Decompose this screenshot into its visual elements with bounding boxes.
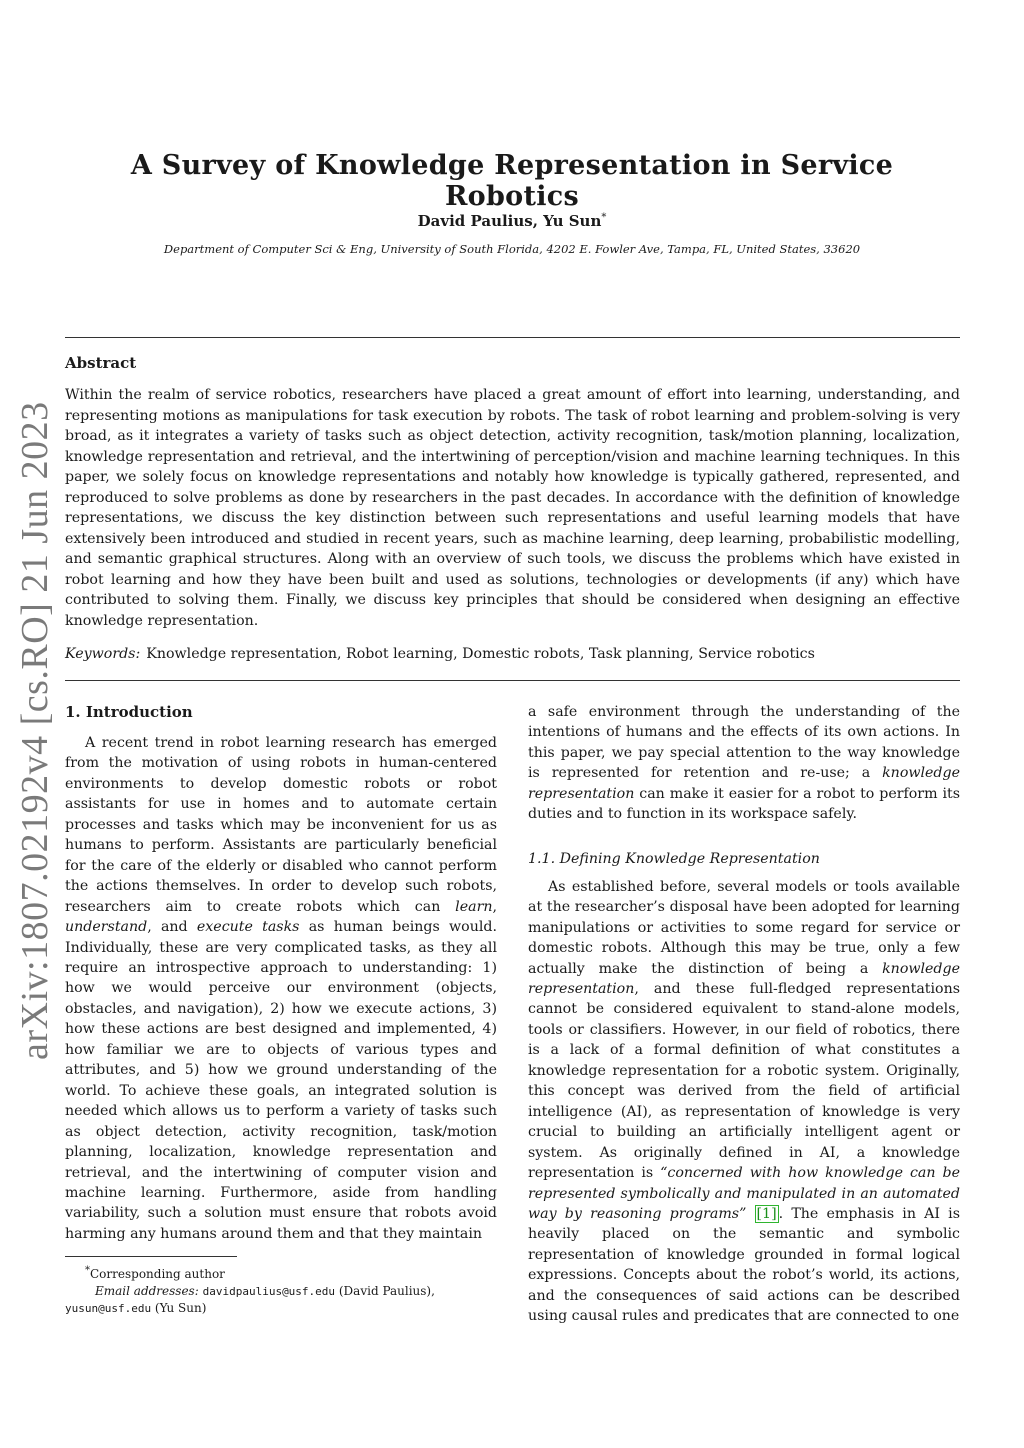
intro-text-4: as human beings would. Individually, these are very complicated tasks, as they all require an introspective approach to understanding: 1) how we would perceive our environment (objects, obstacles, and navigation), 2) how we execute actions, 3) how these actions are best designed and implemented, 4) how familiar we are to objects of various types and attributes, and 5) how we ground understanding of the world. To achieve these goals, an integrated solution is needed which allows us to perform a variety of tasks such as object detection, activity recognition, task/motion planning, localization, knowledge representation and retrieval, and the intertwining of computer vision and machine learning. Furthermore, aside from handling variability, such a solution must ensure that robots avoid harming any humans around them and that they maintain xyxy=(65,919,497,1242)
email-name-sun: (Yu Sun) xyxy=(154,1301,207,1315)
subsection-heading-defining-kr: 1.1. Defining Knowledge Representation xyxy=(528,850,820,867)
email-label: Email addresses: xyxy=(95,1284,199,1298)
intro-emphasis-knowledge-representation: knowledge representation xyxy=(528,765,960,802)
email-link-paulius[interactable]: davidpaulius@usf.edu xyxy=(202,1285,336,1298)
citation-link-1[interactable]: [1] xyxy=(756,1205,777,1222)
corresponding-author-mark: * xyxy=(601,212,607,223)
footnote-corresponding-text: Corresponding author xyxy=(90,1267,225,1281)
subsection-paragraph xyxy=(528,877,960,1327)
intro-cont-text-1: a safe environment through the understanding of the intentions of humans and the effects of its own actions. In this paper, we pay special attention to the way knowledge is represented for retention and re-use; a xyxy=(528,704,960,782)
abstract-bottom-divider xyxy=(65,680,960,681)
left-column xyxy=(65,702,497,1244)
arxiv-identifier-stamp: arXiv:1807.02192v4 [cs.RO] 21 Jun 2023 xyxy=(14,401,56,1060)
keywords-label: Keywords: xyxy=(65,646,141,662)
email-link-sun[interactable]: yusun@usf.edu xyxy=(65,1302,152,1315)
intro-cont-text-2: can make it easier for a robot to perform its duties and to function in its workspace safely. xyxy=(528,785,960,823)
author-affiliation: Department of Computer Sci & Eng, University of South Florida, 4202 E. Fowler Ave, Tampa, FL, United States, 33620 xyxy=(163,242,861,256)
right-column xyxy=(528,702,960,1327)
intro-text-2: , xyxy=(492,898,497,915)
footnote-mark: * xyxy=(85,1265,90,1276)
sub-text-3: . The emphasis in AI is heavily placed on the semantic and symbolic representation of knowledge grounded in formal logical expressions. Concepts about the robot’s world, its actions, and the consequences of said actions can be described using causal rules and predicates that are connected to one xyxy=(528,1205,961,1325)
intro-emphasis-learn: learn xyxy=(455,898,493,915)
paper-title: A Survey of Knowledge Representation in Service Robotics xyxy=(130,150,894,212)
sub-text-2: , and these full-fledged representations cannot be considered equivalent to stand-alone models, tools or classifiers. However, in our field of robotics, there is a lack of a formal definition of what constitutes a knowledge representation for a robotic system. Originally, this concept was derived from the field of artificial intelligence (AI), as representation of knowledge is very crucial to building an artificially intelligent agent or system. As originally defined in AI, a knowledge representation is xyxy=(528,980,960,1182)
author-names: David Paulius, Yu Sun xyxy=(417,212,602,230)
keywords xyxy=(65,644,960,664)
intro-emphasis-execute-tasks: execute tasks xyxy=(196,919,300,936)
email-name-paulius: (David Paulius), xyxy=(338,1284,435,1298)
sub-quote: “concerned with how knowledge can be represented symbolically and manipulated in an automated way by reasoning programs” xyxy=(528,1165,960,1222)
footnote-emails-cont xyxy=(65,1300,497,1317)
section-heading-introduction: 1. Introduction xyxy=(65,703,193,721)
footnote-divider xyxy=(65,1256,237,1257)
abstract-text: Within the realm of service robotics, researchers have placed a great amount of effort into learning, understanding, and representing motions as manipulations for task execution by robots. The task of robot learning and problem-solving is very broad, as it integrates a variety of tasks such as object detection, activity recognition, task/motion planning, localization, knowledge representation and retrieval, and the intertwining of perception/vision and machine learning techniques. In this paper, we solely focus on knowledge representations and notably how knowledge is typically gathered, represented, and reproduced to solve problems as done by researchers in the past decades. In accordance with the definition of knowledge representations, we discuss the key distinction between such representations and useful learning models that have extensively been introduced and studied in recent years, such as machine learning, deep learning, probabilistic modelling, and semantic graphical structures. Along with an overview of such tools, we discuss the problems which have existed in robot learning and how they have been built and used as solutions, technologies or developments (if any) which have contributed to solving them. Finally, we discuss key principles that should be considered when designing an effective knowledge representation. xyxy=(65,387,960,629)
sub-text-1: As established before, several models or tools available at the researcher’s disposal have been adopted for learning manipulations or activities to some regard for service or domestic robots. Although this may be true, only a few actually make the distinction of being a xyxy=(528,878,960,977)
keywords-list: Knowledge representation, Robot learning, Domestic robots, Task planning, Service robotics xyxy=(146,646,815,662)
abstract-heading: Abstract xyxy=(65,354,137,372)
intro-emphasis-understand: understand xyxy=(65,919,148,936)
introduction-paragraph-continued xyxy=(528,702,960,825)
intro-text-1: A recent trend in robot learning research has emerged from the motivation of using robots in human-centered environments to develop domestic robots or robot assistants for use in homes and to automate certain processes and tasks which may be inconvenient for us as humans to perform. Assistants are particularly beneficial for the care of the elderly or disabled who cannot perform the actions themselves. In order to develop such robots, researchers aim to create robots which can xyxy=(65,735,497,915)
introduction-paragraph xyxy=(65,733,497,1244)
sub-emphasis-knowledge-representation: knowledge representation xyxy=(528,960,960,997)
footnote-corresponding xyxy=(65,1262,497,1283)
author-line xyxy=(64,212,960,230)
footnote-emails xyxy=(65,1283,497,1300)
footnotes xyxy=(65,1262,497,1317)
intro-text-3: , and xyxy=(147,919,197,936)
top-divider xyxy=(65,337,960,338)
